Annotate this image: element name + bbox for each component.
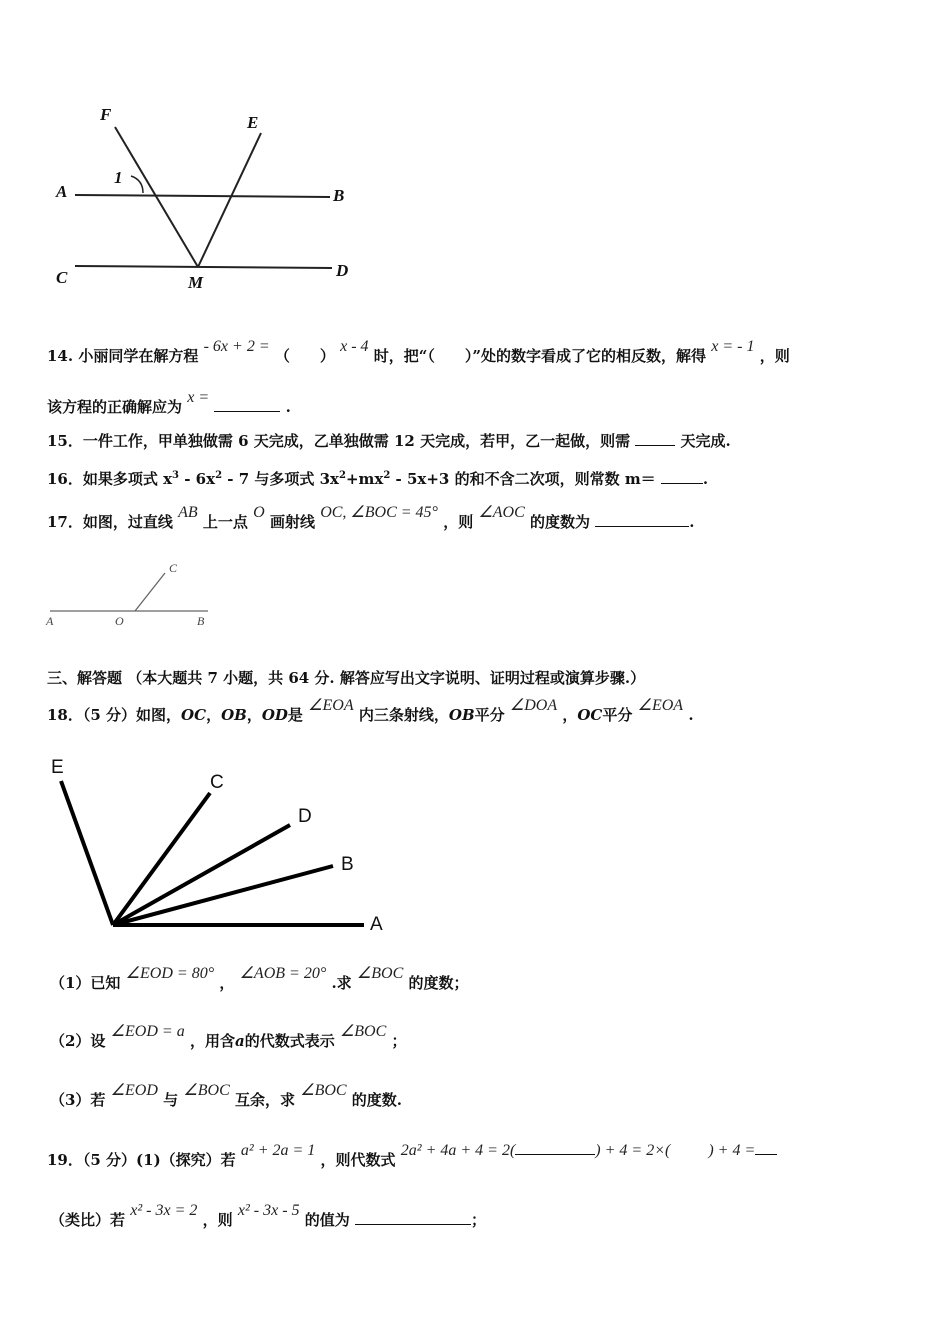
label-d: D (336, 261, 349, 280)
q18-text-6: 平分 (602, 706, 633, 724)
label-m: M (188, 273, 204, 292)
q18-angle-doa: ∠DOA (509, 697, 558, 714)
q18p1-comma: ， (219, 974, 235, 992)
q18-end: . (688, 706, 694, 724)
q18p3-boc-2: ∠BOC (300, 1082, 347, 1099)
q14-text-3: ，则 (759, 347, 790, 365)
q14-equation-left: - 6x + 2 = (203, 338, 270, 355)
fig18-label-c: C (210, 772, 224, 793)
q19b-expression: x² - 3x - 5 (237, 1202, 300, 1219)
fig18-label-b: B (341, 854, 354, 875)
q14-solution: x = - 1 (711, 338, 755, 355)
label-a: A (56, 182, 68, 201)
q18-comma-2: ， (246, 706, 262, 724)
q15-text: 15．一件工作，甲单独做需 6 天完成，乙单独做需 12 天完成，若甲，乙一起做，则需 (47, 432, 631, 450)
label-b: B (333, 186, 345, 205)
question-18-part-2 (50, 1023, 407, 1052)
q18p2-text-3: 的代数式表示 (244, 1032, 335, 1050)
q16-text-5: - 5x+3 的和不含二次项，则常数 m＝ (390, 470, 656, 488)
q19b-condition: x² - 3x = 2 (130, 1202, 198, 1219)
q14-line2-end: . (285, 398, 291, 416)
q14-text-1: 小丽同学在解方程 (78, 347, 199, 365)
q14-line2-text: 该方程的正确解应为 (47, 398, 183, 416)
q18p3-text-1: （3）若 (50, 1091, 106, 1109)
q18p3-text-4: 的度数. (351, 1091, 403, 1109)
q19b-text-2: ，则 (202, 1211, 233, 1229)
q15-end: 天完成. (680, 432, 731, 450)
q18-angle-eoa: ∠EOA (308, 697, 354, 714)
q16-text-1: 16．如果多项式 x (47, 470, 173, 488)
q17-text-1: 17．如图，过直线 (47, 513, 173, 531)
q17-end: . (689, 513, 695, 531)
q18-text-4: 平分 (474, 706, 505, 724)
q18-angle-eoa-2: ∠EOA (637, 697, 684, 714)
q18p2-eod: ∠EOD = a (110, 1023, 185, 1040)
q14-number: 14. (47, 347, 74, 365)
label-f: F (100, 105, 112, 124)
fig17-label-c: C (169, 561, 178, 575)
label-angle-1: 1 (114, 168, 123, 187)
label-c: C (56, 268, 68, 287)
q16-sup-3: 2 (338, 470, 346, 481)
q19b-answer-blank (355, 1210, 471, 1225)
q18p1-text-3: 的度数； (408, 974, 469, 992)
fig18-label-a: A (370, 914, 383, 935)
q18p1-text-2: .求 (331, 974, 352, 992)
q18p2-text-1: （2）设 (50, 1032, 106, 1050)
q18p3-text-2: 与 (163, 1091, 179, 1109)
q19-blank-1 (515, 1140, 595, 1155)
q18-text-5: ， (562, 706, 578, 724)
q18p2-a: a (234, 1032, 245, 1050)
q17-text-3: 画射线 (269, 513, 315, 531)
q18-od: OD (261, 706, 288, 724)
q16-text-2: - 6x (179, 470, 216, 488)
q17-text-2: 上一点 (202, 513, 248, 531)
ray-oc-fig (113, 793, 210, 925)
ray-oe (61, 781, 113, 925)
q17-point-o: O (253, 504, 265, 521)
q19b-text-1: （类比）若 (50, 1211, 126, 1229)
q16-sup-4: 2 (383, 470, 391, 481)
question-19-analogy (50, 1202, 487, 1231)
q18p2-end: ； (391, 1032, 407, 1050)
q16-text-4: +mx (345, 470, 384, 488)
fig17-label-o: O (115, 614, 124, 628)
q16-text-3: - 7 与多项式 3x (222, 470, 339, 488)
q19-blank-3 (755, 1140, 777, 1155)
q18p2-boc: ∠BOC (339, 1023, 387, 1040)
fig18-label-e: E (51, 757, 64, 778)
q19b-end: ； (471, 1211, 487, 1229)
q18-comma-1: ， (206, 706, 222, 724)
q16-end: . (702, 470, 709, 488)
q19-expr-2: ) + 4 = 2×( (595, 1142, 671, 1159)
q18-ob-2: OB (448, 706, 475, 724)
q18-text-3: 内三条射线， (358, 706, 449, 724)
label-e: E (247, 113, 259, 132)
q19-condition: a² + 2a = 1 (240, 1142, 316, 1159)
q14-paren: （ ） (274, 347, 335, 365)
q18p1-boc: ∠BOC (356, 965, 404, 982)
q18p1-eod: ∠EOD = 80° (125, 965, 215, 982)
ray-od (113, 825, 290, 925)
q18p1-aob: ∠AOB = 20° (239, 965, 327, 982)
q18-text-1: 18．（5 分）如图， (47, 706, 182, 724)
q19-expr-1: 2a² + 4a + 4 = 2( (400, 1142, 516, 1159)
q17-text-4: ，则 (443, 513, 474, 531)
question-18-part-1 (50, 965, 469, 994)
q17-ray-oc: OC, ∠BOC = 45° (320, 504, 438, 521)
q19-text-1: 19．（5 分）(1)（探究）若 (47, 1151, 236, 1169)
question-19 (47, 1142, 777, 1171)
q14-line2-x: x = (187, 389, 210, 406)
q18p3-boc: ∠BOC (183, 1082, 230, 1099)
q14-equation-right: x - 4 (340, 338, 369, 355)
q18-text-2: 是 (287, 706, 303, 724)
q19b-text-3: 的值为 (304, 1211, 350, 1229)
q18p1-text-1: （1）已知 (50, 974, 121, 992)
q18-ob: OB (221, 706, 247, 724)
q19-text-2: ，则代数式 (320, 1151, 396, 1169)
q16-sup-2: 2 (215, 470, 223, 481)
q17-line-ab: AB (178, 504, 198, 521)
q19-expr-3: ) + 4 = (708, 1142, 756, 1159)
question-18-part-3 (50, 1082, 403, 1111)
q17-text-5: 的度数为 (530, 513, 591, 531)
fig17-label-b: B (197, 614, 205, 628)
q18p3-text-3: 互余，求 (234, 1091, 295, 1109)
q18-oc: OC (181, 706, 207, 724)
q18p3-eod: ∠EOD (110, 1082, 158, 1099)
ray-ob (113, 866, 333, 925)
section-3-heading: 三、解答题 （本大题共 7 小题，共 64 分. 解答应写出文字说明、证明过程或演算步骤.） (47, 669, 646, 687)
q14-text-2: 时，把“（ ）”处的数字看成了它的相反数，解得 (373, 347, 707, 365)
fig17-label-a: A (46, 614, 54, 628)
fig18-label-d: D (298, 806, 312, 827)
q18p2-text-2: ，用含 (189, 1032, 235, 1050)
q17-angle-aoc: ∠AOC (478, 504, 525, 521)
q16-sup-1: 3 (172, 470, 180, 481)
q18-oc-2: OC (577, 706, 603, 724)
